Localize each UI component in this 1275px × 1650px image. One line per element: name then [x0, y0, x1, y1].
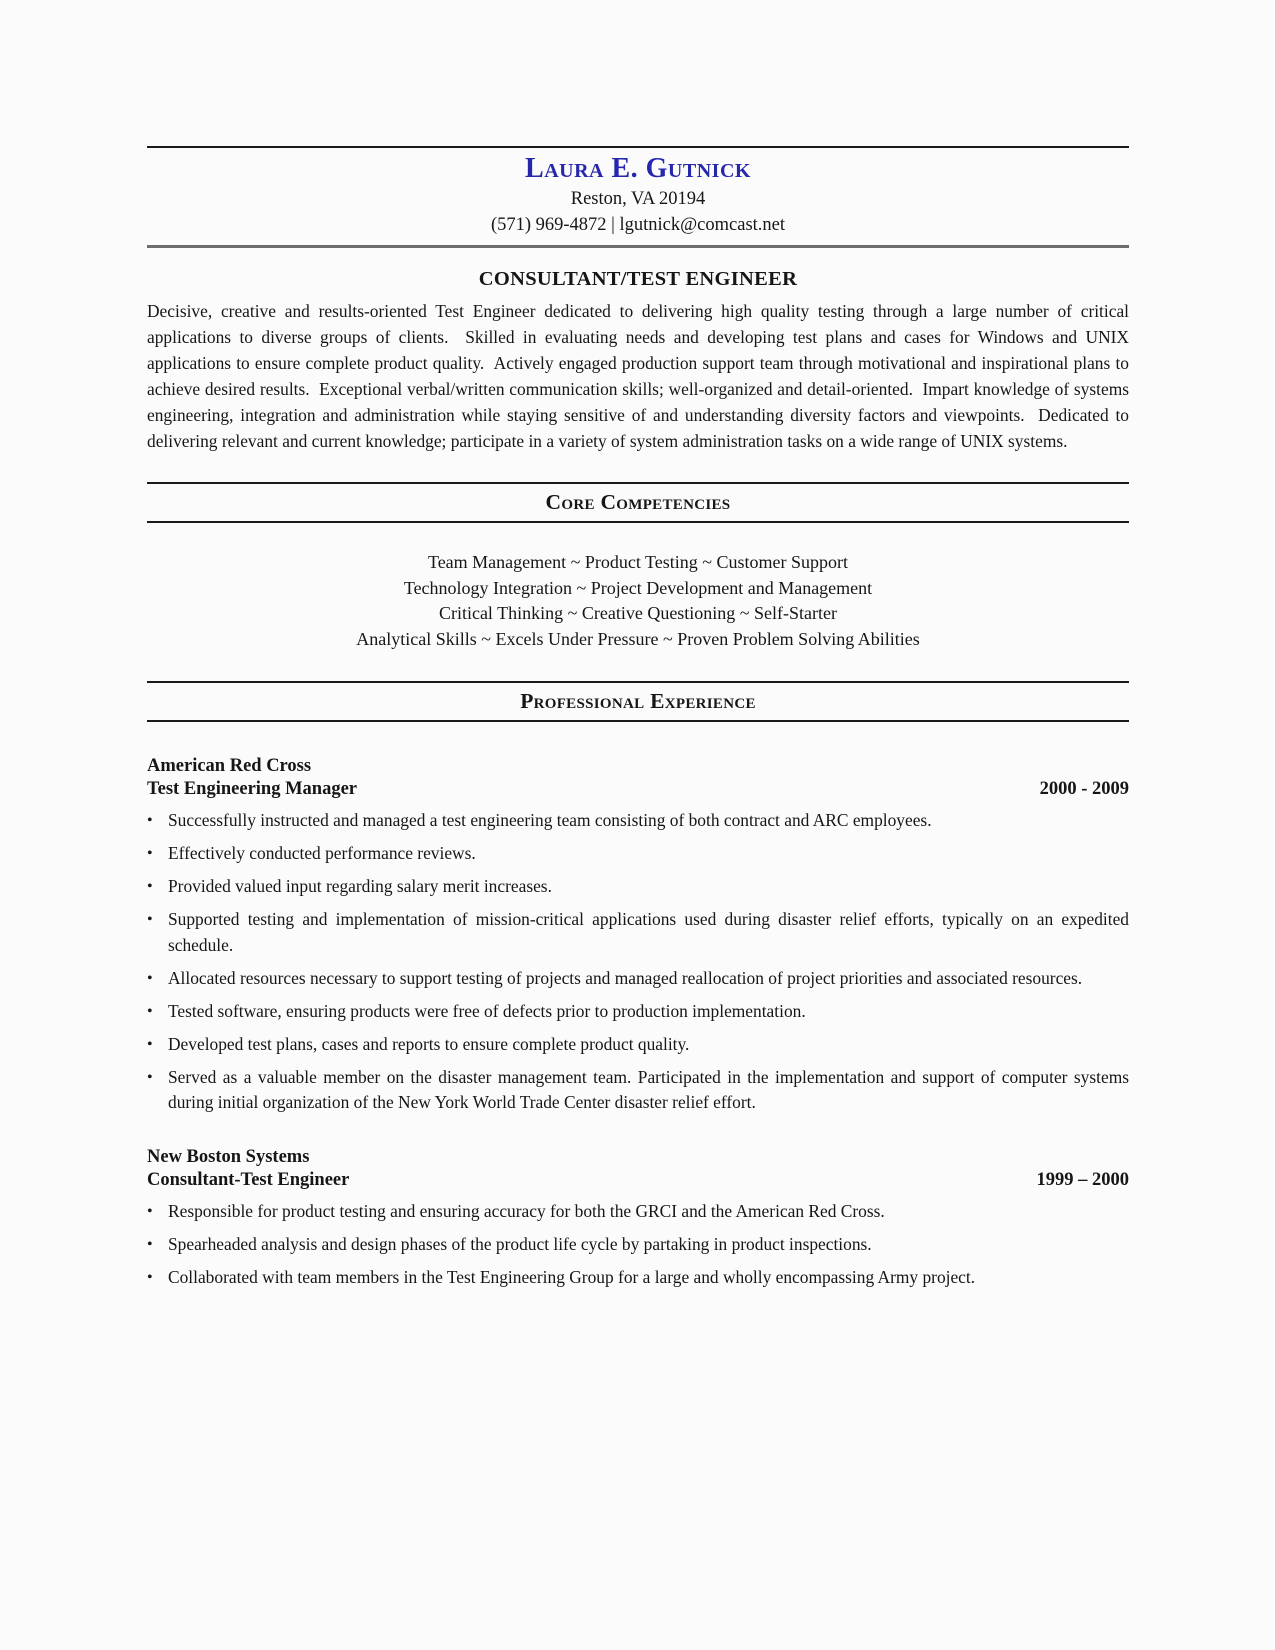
bullet-text: Spearheaded analysis and design phases of the product life cycle by partaking in product inspections.	[168, 1234, 872, 1255]
company-name: American Red Cross	[147, 755, 312, 776]
competency-line: Technology Integration ~ Project Development and Management	[403, 577, 873, 598]
bullet-item	[147, 907, 1129, 958]
bullet-icon: •	[147, 969, 153, 987]
section-professional-experience	[147, 681, 1129, 1291]
bullet-text: Responsible for product testing and ensuring accuracy for both the GRCI and the American Red Cross.	[168, 1201, 885, 1222]
bullet-item	[147, 1065, 1129, 1116]
section-rule-below	[147, 720, 1129, 722]
candidate-name: Laura E. Gutnick	[525, 153, 751, 184]
bullet-icon: •	[147, 812, 153, 830]
bullet-icon: •	[147, 1203, 153, 1221]
competency-line: Analytical Skills ~ Excels Under Pressure ~ Proven Problem Solving Abilities	[356, 629, 920, 650]
job-title-row	[147, 778, 1129, 801]
core-competencies-heading: Core Competencies	[545, 490, 731, 514]
resume-document	[147, 146, 1134, 1291]
bullet-icon: •	[147, 1002, 153, 1020]
competency-line: Critical Thinking ~ Creative Questioning ~ Self-Starter	[438, 603, 838, 624]
section-rule-above	[147, 681, 1129, 683]
job-title: Consultant-Test Engineer	[147, 1169, 350, 1190]
bullet-item	[147, 841, 1129, 867]
competency-lines	[147, 550, 1129, 653]
bullet-item	[147, 1265, 1129, 1291]
header-bottom-rule	[147, 245, 1129, 248]
company-name: New Boston Systems	[147, 1146, 310, 1167]
bullet-text: Provided valued input regarding salary merit increases.	[168, 876, 552, 897]
job-bullet-list	[147, 1199, 1129, 1291]
bullet-text: Tested software, ensuring products were free of defects prior to production implementation.	[168, 1000, 806, 1021]
summary-paragraph: Decisive, creative and results-oriented Test Engineer dedicated to delivering high quality testing through a large number of critical applications to diverse groups of clients. Skilled in evaluating needs and developing test plans and cases for Windows and UNIX applications to ensure complete product quality. Actively engaged production support team through motivational and inspirational plans to achieve desired results. Exceptional verbal/written communication skills; well-organized and detail-oriented. Impart knowledge of systems engineering, integration and administration while staying sensitive of and understanding diversity factors and viewpoints. Dedicated to delivering relevant and current knowledge; participate in a variety of system administration tasks on a wide range of UNIX systems.	[147, 301, 1134, 451]
candidate-location: Reston, VA 20194	[570, 189, 706, 209]
section-rule-above	[147, 482, 1129, 484]
bullet-item	[147, 1232, 1129, 1258]
job-title-row	[147, 1169, 1129, 1192]
job-title: Test Engineering Manager	[147, 778, 358, 799]
bullet-item	[147, 999, 1129, 1025]
bullet-icon: •	[147, 1068, 153, 1086]
bullet-icon: •	[147, 911, 153, 929]
job-entry-american-red-cross	[147, 755, 1129, 1116]
bullet-item	[147, 1199, 1129, 1225]
section-rule-below	[147, 521, 1129, 523]
professional-experience-heading: Professional Experience	[520, 688, 756, 713]
bullet-text: Allocated resources necessary to support testing of projects and managed reallocation of project priorities and associated resources.	[168, 967, 1083, 988]
bullet-icon: •	[147, 1269, 153, 1287]
competency-line: Team Management ~ Product Testing ~ Customer Support	[427, 552, 849, 572]
bullet-text: Effectively conducted performance reviews.	[168, 843, 476, 864]
bullet-icon: •	[147, 878, 153, 896]
header-top-rule	[147, 146, 1129, 148]
job-bullet-list	[147, 808, 1129, 1116]
bullet-text: Served as a valuable member on the disaster management team. Participated in the implementation and support of computer systems during initial organization of the New York World Trade Center disaster relief effort.	[168, 1066, 1129, 1113]
resume-header	[147, 152, 1129, 245]
bullet-text: Developed test plans, cases and reports to ensure complete product quality.	[168, 1033, 690, 1054]
resume-title: CONSULTANT/TEST ENGINEER	[478, 268, 798, 290]
bullet-text: Successfully instructed and managed a test engineering team consisting of both contract and ARC employees.	[168, 810, 932, 831]
bullet-item	[147, 874, 1129, 900]
candidate-contact: (571) 969-4872 | lgutnick@comcast.net	[490, 215, 786, 235]
bullet-item	[147, 808, 1129, 834]
bullet-text: Supported testing and implementation of mission-critical applications used during disaster relief efforts, typically on an expedited schedule.	[168, 909, 1129, 955]
bullet-text: Collaborated with team members in the Test Engineering Group for a large and wholly encompassing Army project.	[168, 1267, 976, 1288]
section-core-competencies	[147, 482, 1129, 653]
bullet-item	[147, 1032, 1129, 1058]
job-entry-new-boston-systems	[147, 1146, 1129, 1291]
bullet-icon: •	[147, 845, 153, 863]
bullet-icon: •	[147, 1035, 153, 1053]
job-dates: 2000 - 2009	[1039, 778, 1129, 799]
job-dates: 1999 – 2000	[1036, 1169, 1129, 1190]
bullet-icon: •	[147, 1236, 153, 1254]
bullet-item	[147, 966, 1129, 992]
